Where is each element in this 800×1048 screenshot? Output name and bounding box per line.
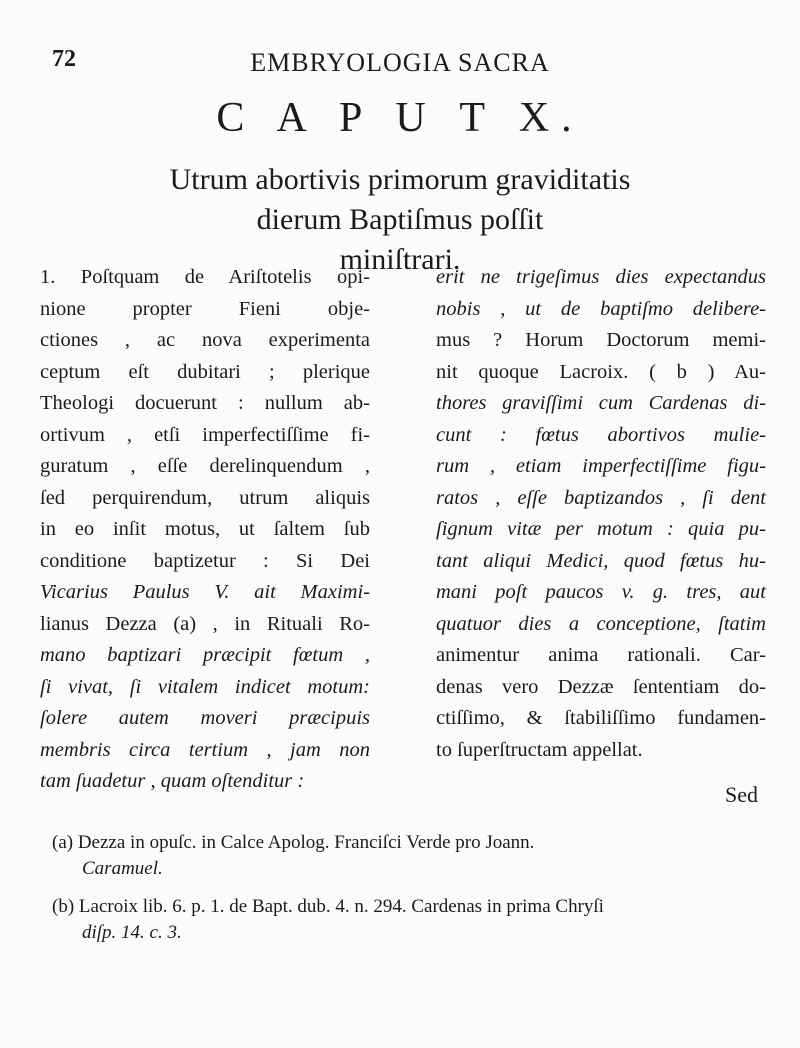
- right-column: [436, 262, 766, 766]
- text-line: to ſuperſtructam appellat.: [436, 738, 643, 761]
- title-line: Utrum abortivis primorum graviditatis: [169, 163, 631, 196]
- text-line: cunt : fœtus abortivos mulie-: [436, 423, 766, 446]
- text-line: in eo inſit motus, ut ſaltem ſub: [40, 518, 370, 540]
- text-line: erit ne trigeſimus dies expectandus: [436, 266, 766, 288]
- text-line: ratos , eſſe baptizandos , ſi dent: [436, 486, 766, 509]
- text-line: nit quoque Lacroix. ( b ) Au-: [436, 360, 766, 383]
- text-line: mani poſt paucos v. g. tres, aut: [436, 581, 766, 603]
- left-column: [40, 262, 370, 798]
- text-line: guratum , eſſe derelinquendum ,: [40, 455, 370, 477]
- text-line: mus ? Horum Doctorum memi-: [436, 329, 766, 351]
- footnote-b: [52, 894, 762, 946]
- text-line: quatuor dies a conceptione, ſtatim: [436, 612, 766, 635]
- text-line: ſed perquirendum, utrum aliquis: [40, 486, 370, 509]
- text-line: animentur anima rationali. Car-: [436, 644, 766, 666]
- title-line: dierum Baptiſmus poſſit: [256, 203, 544, 236]
- text-line: ortivum , etſi imperfectiſſime fi-: [40, 423, 370, 446]
- text-line: Vicarius Paulus V. ait Maximi-: [40, 581, 370, 603]
- text-line: tam ſuadetur , quam oſtenditur :: [40, 770, 305, 792]
- text-line: nione propter Fieni obje-: [40, 297, 370, 320]
- footnote-line: (a) Dezza in opuſc. in Calce Apolog. Franciſci Verde pro Joann.: [52, 832, 535, 853]
- footnote-line: Caramuel.: [82, 858, 163, 879]
- running-head: EMBRYOLOGIA SACRA: [250, 48, 550, 77]
- text-line: mano baptizari præcipit fœtum ,: [40, 644, 370, 666]
- page-number: 72: [52, 46, 76, 72]
- text-line: denas vero Dezzæ ſententiam do-: [436, 675, 766, 698]
- text-line: Theologi docuerunt : nullum ab-: [40, 392, 370, 414]
- catchword: Sed: [725, 782, 758, 807]
- text-line: ctiſſimo, & ſtabiliſſimo fundamen-: [436, 707, 766, 729]
- text-line: thores graviſſimi cum Cardenas di-: [436, 392, 766, 414]
- text-line: ſolere autem moveri præcipuis: [40, 707, 370, 729]
- text-line: ctiones , ac nova experimenta: [40, 329, 370, 351]
- chapter-heading: C A P U T X.: [216, 95, 584, 141]
- text-line: rum , etiam imperfectiſſime figu-: [436, 455, 766, 477]
- text-line: tant aliqui Medici, quod fœtus hu-: [436, 549, 766, 572]
- footnote-line: (b) Lacroix lib. 6. p. 1. de Bapt. dub. 4. n. 294. Cardenas in prima Chryſi: [52, 896, 604, 917]
- footnote-line: diſp. 14. c. 3.: [82, 922, 182, 943]
- text-line: conditione baptizetur : Si Dei: [40, 549, 370, 572]
- title-line: miniſtrari.: [339, 243, 461, 276]
- text-line: ſi vivat, ſi vitalem indicet motum:: [40, 675, 370, 698]
- text-line: membris circa tertium , jam non: [40, 738, 370, 761]
- text-line: ceptum eſt dubitari ; plerique: [40, 360, 370, 383]
- text-line: ſignum vitæ per motum : quia pu-: [436, 518, 766, 540]
- footnote-a: [52, 830, 762, 882]
- text-line: 1. Poſtquam de Ariſtotelis opi-: [40, 266, 370, 288]
- footnotes: [52, 830, 762, 958]
- text-line: nobis , ut de baptiſmo delibere-: [436, 297, 766, 320]
- text-line: lianus Dezza (a) , in Rituali Ro-: [40, 612, 370, 635]
